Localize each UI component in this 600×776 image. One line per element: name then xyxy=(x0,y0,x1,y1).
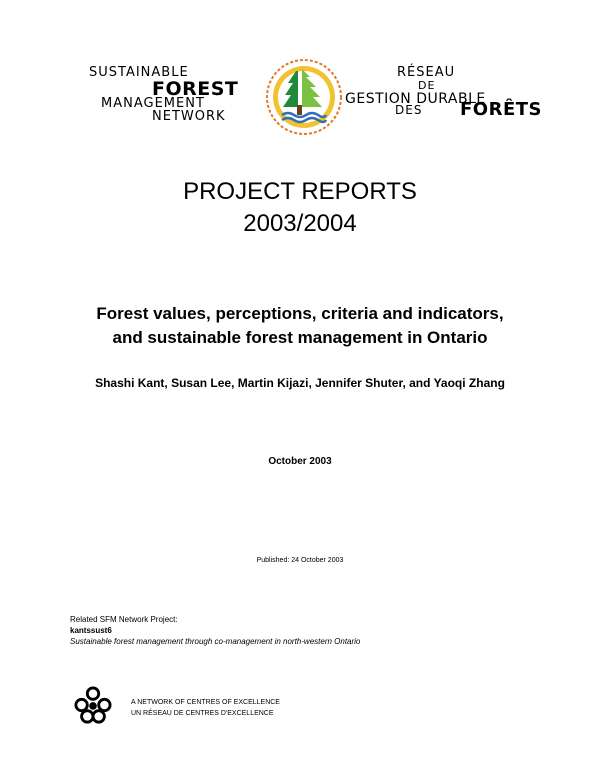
nce-caption xyxy=(131,697,280,719)
sfm-network-logo xyxy=(0,0,600,150)
logo-fr-line4: DES xyxy=(395,103,423,117)
tree-emblem-icon xyxy=(264,57,344,137)
page-title: PROJECT REPORTS xyxy=(183,178,417,205)
logo-en-line4: NETWORK xyxy=(152,109,226,124)
logo-fr-line2: DE xyxy=(418,79,436,92)
logo-fr-line5: FORÊTS xyxy=(460,99,542,120)
related-project-title: Sustainable forest management through co-management in north-western Ontario xyxy=(70,637,361,646)
nce-network-icon xyxy=(74,686,112,724)
report-title-line1: Forest values, perceptions, criteria and indicators, xyxy=(96,304,504,323)
related-project-label: Related SFM Network Project: xyxy=(70,615,178,624)
report-title-line2: and sustainable forest management in Ontario xyxy=(112,328,488,347)
published-date: Published: 24 October 2003 xyxy=(256,557,344,564)
page-title-year: 2003/2004 xyxy=(243,210,357,237)
logo-en-line3: MANAGEMENT xyxy=(101,96,205,111)
logo-fr-line3: GESTION DURABLE xyxy=(345,91,486,107)
logo-en-line2: FOREST xyxy=(152,78,239,100)
logo-fr-line1: RÉSEAU xyxy=(397,65,456,80)
report-date: October 2003 xyxy=(268,456,332,467)
authors: Shashi Kant, Susan Lee, Martin Kijazi, Jennifer Shuter, and Yaoqi Zhang xyxy=(95,376,505,390)
related-project xyxy=(70,614,360,647)
nce-caption-en: A NETWORK OF CENTRES OF EXCELLENCE xyxy=(131,699,280,706)
related-project-id: kantssust6 xyxy=(70,626,112,635)
nce-caption-fr: UN RÉSEAU DE CENTRES D'EXCELLENCE xyxy=(131,710,274,717)
logo-en-line1: SUSTAINABLE xyxy=(89,65,189,80)
